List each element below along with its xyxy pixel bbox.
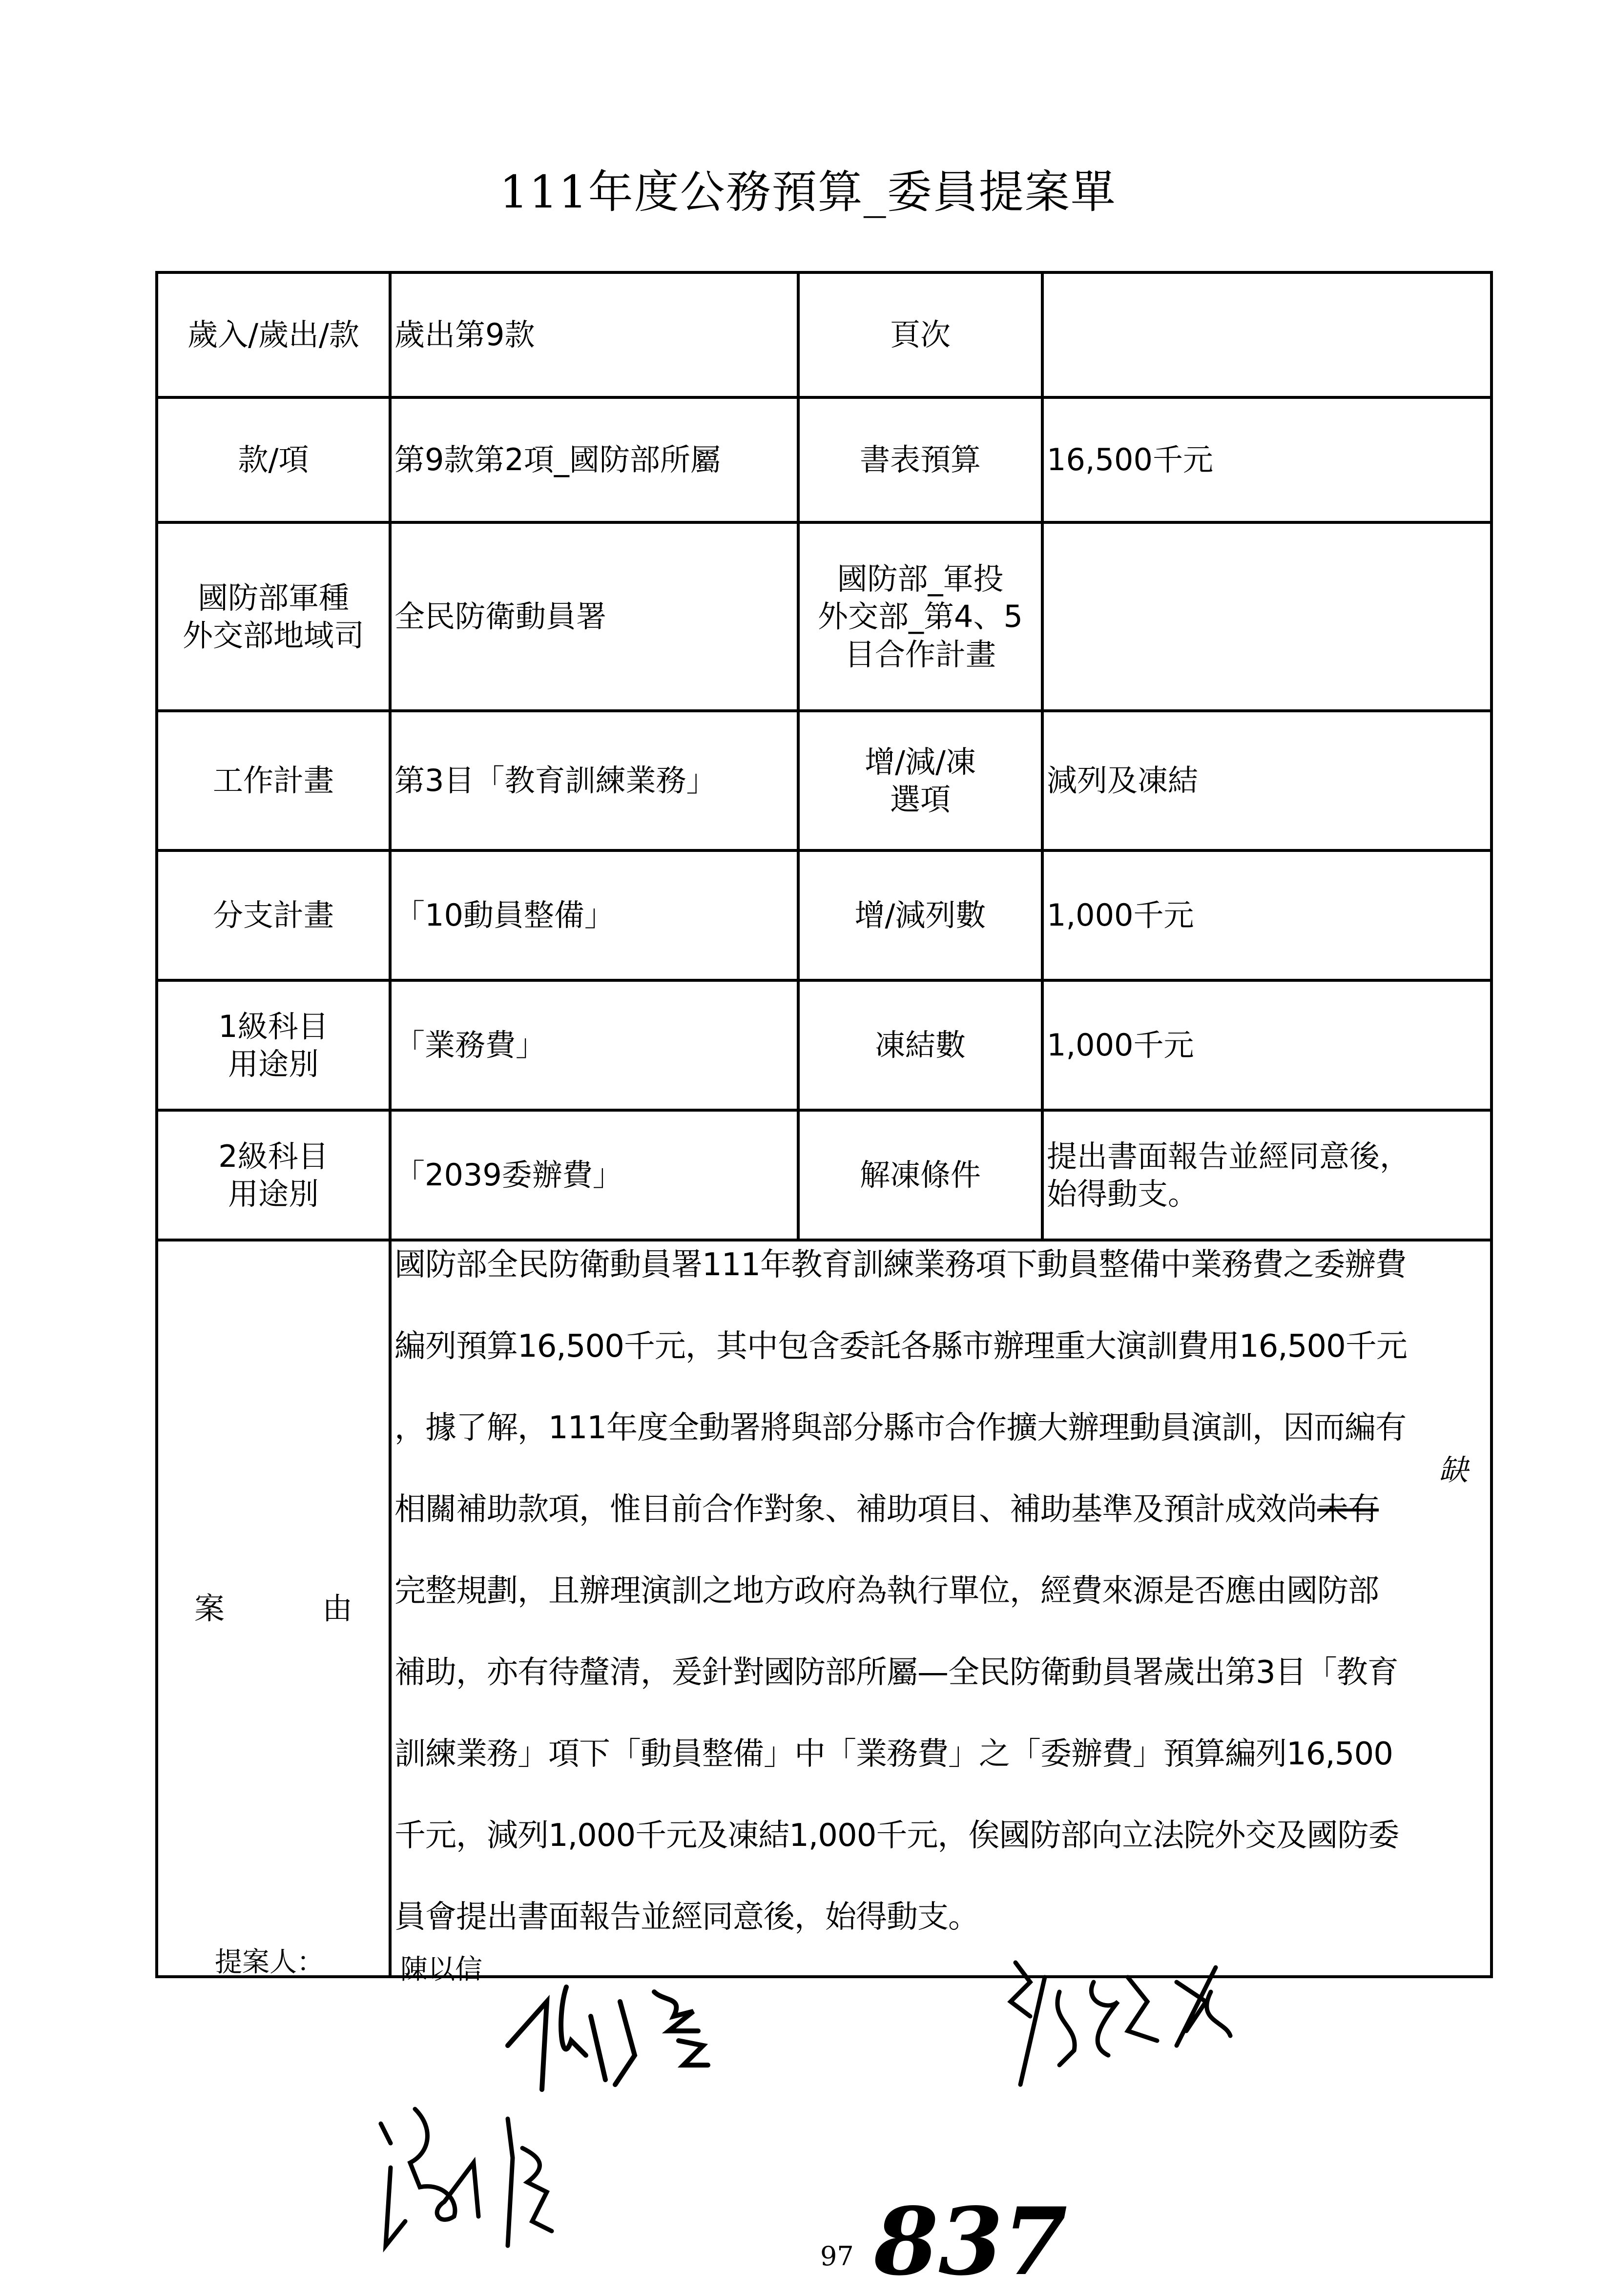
form-row [157, 1110, 1492, 1240]
form-row [157, 711, 1492, 850]
handwritten-number: 837 [874, 2187, 1068, 2296]
field-value: 歲出第9款 [390, 272, 798, 397]
reason-line: 員會提出書面報告並經同意後，始得動支。 [394, 1899, 979, 1935]
field-label: 頁次 [798, 272, 1042, 397]
reason-line: ，據了解，111年度全動署將與部分縣市合作擴大辦理動員演訓，因而編有 [394, 1410, 1407, 1446]
struck-text: 未有 [1317, 1491, 1379, 1528]
field-label: 國防部軍種 外交部地域司 [157, 522, 390, 711]
field-label: 增/減/凍 選項 [798, 711, 1042, 850]
field-value: 「業務費」 [390, 980, 798, 1110]
field-value: 提出書面報告並經同意後， 始得動支。 [1042, 1110, 1492, 1240]
form-row [157, 397, 1492, 522]
field-label: 凍結數 [798, 980, 1042, 1110]
reason-text [390, 1240, 1492, 1977]
proposer-name: 陳以信 [400, 1954, 482, 1986]
field-label: 國防部_軍投 外交部_第4、5 目合作計畫 [798, 522, 1042, 711]
document-title: 111年度公務預算_委員提案單 [499, 166, 1117, 218]
reason-line-text: 相關補助款項，惟目前合作對象、補助項目、補助基準及預計成效尚 [394, 1491, 1317, 1528]
proposer-label: 提案人： [215, 1946, 324, 1978]
field-label: 1級科目 用途別 [157, 980, 390, 1110]
reason-line: 完整規劃，且辦理演訓之地方政府為執行單位，經費來源是否應由國防部 [394, 1573, 1379, 1609]
field-value [1042, 272, 1492, 397]
field-value: 減列及凍結 [1042, 711, 1492, 850]
reason-label [157, 1240, 390, 1977]
field-value: 16,500千元 [1042, 397, 1492, 522]
reason-label-char: 案 [194, 1590, 225, 1626]
reason-row [157, 1240, 1492, 1977]
reason-line: 國防部全民防衛動員署111年教育訓練業務項下動員整備中業務費之委辦費 [394, 1247, 1407, 1283]
field-value: 全民防衛動員署 [390, 522, 798, 711]
field-value: 1,000千元 [1042, 980, 1492, 1110]
form-row [157, 980, 1492, 1110]
reason-line: 訓練業務」項下「動員整備」中「業務費」之「委辦費」預算編列16,500 [394, 1736, 1393, 1772]
field-value: 第3目「教育訓練業務」 [390, 711, 798, 850]
signature-3 [361, 2099, 654, 2285]
field-label: 解凍條件 [798, 1110, 1042, 1240]
reason-line: 千元，減列1,000千元及凍結1,000千元，俟國防部向立法院外交及國防委 [394, 1818, 1399, 1854]
handwritten-correction: 缺 [1439, 1453, 1468, 1488]
field-label: 工作計畫 [157, 711, 390, 850]
reason-line: 編列預算16,500千元，其中包含委託各縣市辦理重大演訓費用16,500千元 [394, 1328, 1407, 1365]
field-label: 分支計畫 [157, 850, 390, 980]
form-row [157, 850, 1492, 980]
page-number: 97 [820, 2241, 854, 2272]
proposal-form-table [155, 271, 1493, 1978]
field-value: 「2039委辦費」 [390, 1110, 798, 1240]
form-row [157, 272, 1492, 397]
field-value [1042, 522, 1492, 711]
form-row [157, 522, 1492, 711]
field-value: 「10動員整備」 [390, 850, 798, 980]
field-label: 款/項 [157, 397, 390, 522]
reason-line-with-correction [394, 1453, 1487, 1568]
field-label: 歲入/歲出/款 [157, 272, 390, 397]
field-label: 增/減列數 [798, 850, 1042, 980]
reason-label-char: 由 [322, 1590, 353, 1626]
field-label: 2級科目 用途別 [157, 1110, 390, 1240]
signature-1 [488, 1972, 830, 2119]
field-value: 第9款第2項_國防部所屬 [390, 397, 798, 522]
signature-2 [1001, 1948, 1343, 2104]
field-label: 書表預算 [798, 397, 1042, 522]
reason-line: 補助，亦有待釐清，爰針對國防部所屬—全民防衛動員署歲出第3目「教育 [394, 1655, 1398, 1691]
field-value: 1,000千元 [1042, 850, 1492, 980]
